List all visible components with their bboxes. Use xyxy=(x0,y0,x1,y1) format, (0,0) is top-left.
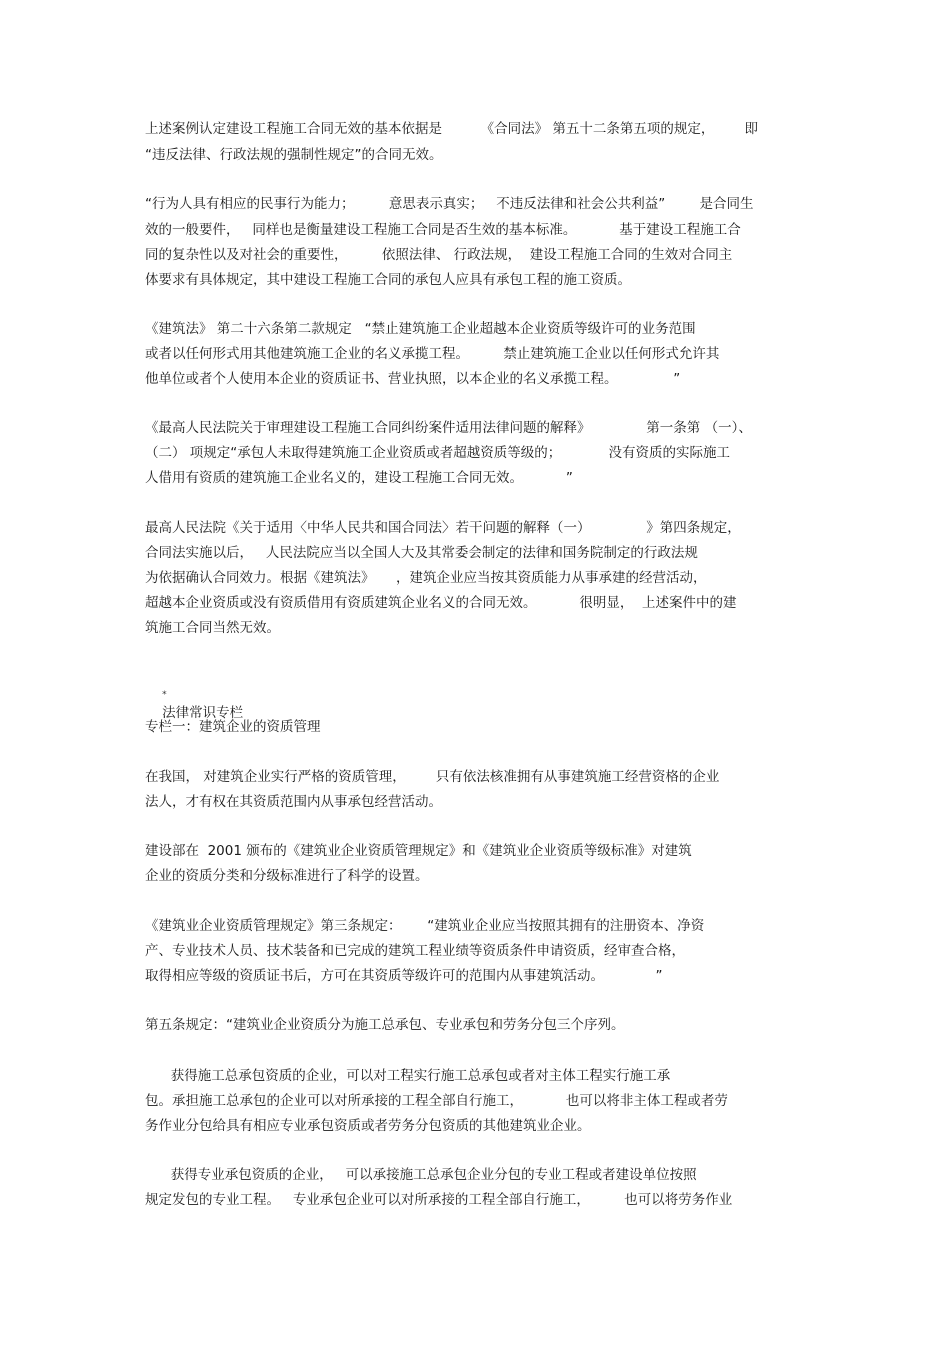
text-line: 获得专业承包资质的企业， 可以承接施工总承包企业分包的专业工程或者建设单位按照 xyxy=(145,1167,697,1183)
text-line: 规定发包的专业工程。 专业承包企业可以对所承接的工程全部自行施工， 也可以将劳务作业 xyxy=(145,1192,733,1208)
text-line: 企业的资质分类和分级标准进行了科学的设置。 xyxy=(145,868,429,884)
text-line: 建设部在 2001 颁布的《建筑业企业资质管理规定》和《建筑业企业资质等级标准》对建筑 xyxy=(145,843,692,859)
text-line: 筑施工合同当然无效。 xyxy=(145,620,280,636)
text-line: 在我国， 对建筑企业实行严格的资质管理， 只有依法核准拥有从事建筑施工经营资格的企业 xyxy=(145,769,720,785)
text-line: 或者以任何形式用其他建筑施工企业的名义承揽工程。 禁止建筑施工企业以任何形式允许其 xyxy=(145,346,720,362)
text-line: 务作业分包给具有相应专业承包资质或者劳务分包资质的其他建筑业企业。 xyxy=(145,1118,591,1134)
text-line: 人借用有资质的建筑施工企业名义的，建设工程施工合同无效。 ” xyxy=(145,470,573,486)
text-line: 《建筑业企业资质管理规定》第三条规定： “建筑业企业应当按照其拥有的注册资本、净资 xyxy=(145,918,705,934)
text-line: 包。承担施工总承包的企业可以对所承接的工程全部自行施工， 也可以将非主体工程或者劳 xyxy=(145,1093,728,1109)
text-line: “违反法律、行政法规的强制性规定”的合同无效。 xyxy=(145,147,443,163)
text-line: 效的一般要件， 同样也是衡量建设工程施工合同是否生效的基本标准。 基于建设工程施工合 xyxy=(145,222,741,238)
text-line: “行为人具有相应的民事行为能力； 意思表示真实； 不违反法律和社会公共利益” 是合同生 xyxy=(145,196,754,212)
text-line: 超越本企业资质或没有资质借用有资质建筑企业名义的合同无效。 很明显， 上述案件中的建 xyxy=(145,595,737,611)
section-heading: 专栏一：建筑企业的资质管理 xyxy=(145,719,321,735)
star-icon: * xyxy=(162,690,167,700)
text-line: 体要求有具体规定，其中建设工程施工合同的承包人应具有承包工程的施工资质。 xyxy=(145,272,631,288)
text-line: 上述案例认定建设工程施工合同无效的基本依据是 《合同法》 第五十二条第五项的规定， 即 xyxy=(145,121,758,137)
text-line: 合同法实施以后， 人民法院应当以全国人大及其常委会制定的法律和国务院制定的行政法规 xyxy=(145,545,698,561)
text-line: 取得相应等级的资质证书后，方可在其资质等级许可的范围内从事建筑活动。 ” xyxy=(145,968,663,984)
text-line: 《建筑法》 第二十六条第二款规定 “禁止建筑施工企业超越本企业资质等级许可的业务范围 xyxy=(145,321,696,337)
text-line: 第五条规定：“建筑业企业资质分为施工总承包、专业承包和劳务分包三个序列。 xyxy=(145,1017,625,1033)
text-line: 获得施工总承包资质的企业，可以对工程实行施工总承包或者对主体工程实行施工承 xyxy=(145,1068,671,1084)
text-line: 最高人民法院《关于适用〈中华人民共和国合同法〉若干问题的解释（一） 》第四条规定， xyxy=(145,520,741,536)
column-heading-text: 法律常识专栏 xyxy=(162,705,244,721)
text-line: 法人，才有权在其资质范围内从事承包经营活动。 xyxy=(145,794,442,810)
text-line: 为依据确认合同效力。根据《建筑法》 ，建筑企业应当按其资质能力从事承建的经营活动， xyxy=(145,570,707,586)
text-line: 《最高人民法院关于审理建设工程施工合同纠纷案件适用法律问题的解释》 第一条第 （一）、 xyxy=(145,420,752,436)
text-line: 产、专业技术人员、技术装备和已完成的建筑工程业绩等资质条件申请资质，经审查合格， xyxy=(145,943,685,959)
text-line: 他单位或者个人使用本企业的资质证书、营业执照，以本企业的名义承揽工程。 ” xyxy=(145,371,681,387)
text-line: （二） 项规定“承包人未取得建筑施工企业资质或者超越资质等级的； 没有资质的实际施工 xyxy=(145,445,730,461)
text-line: 同的复杂性以及对社会的重要性， 依照法律、 行政法规， 建设工程施工合同的生效对合同主 xyxy=(145,247,733,263)
